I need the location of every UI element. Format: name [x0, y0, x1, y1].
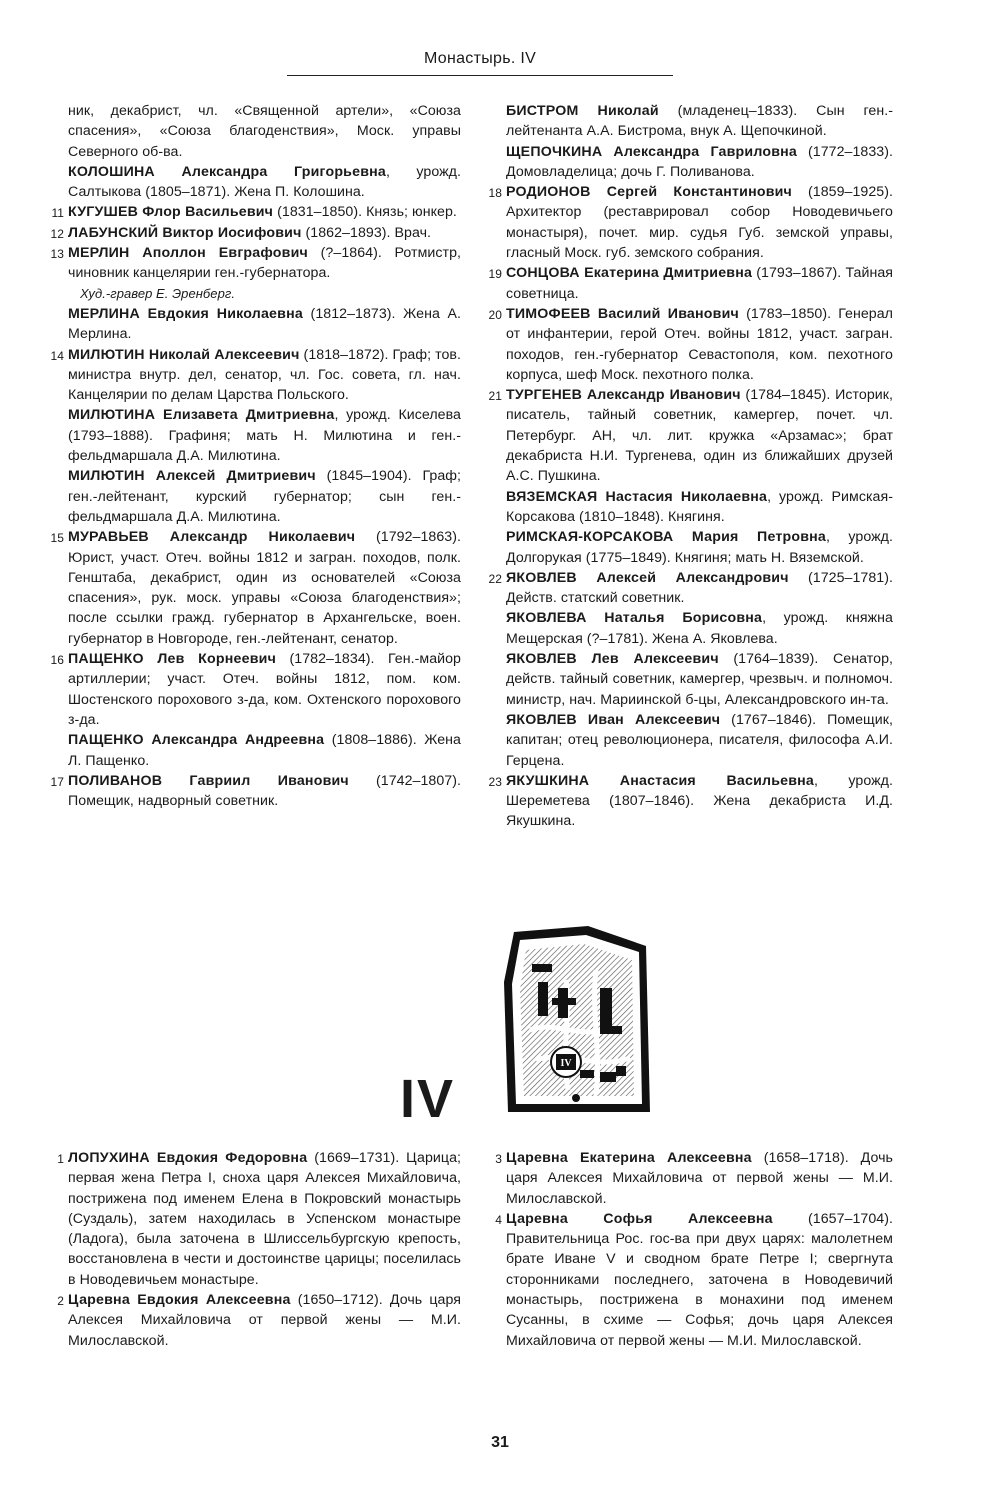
- entry-list: [488, 101, 894, 832]
- plot-map-svg: [496, 920, 656, 1120]
- plot-number: 19: [488, 267, 502, 282]
- continuation-text: ник, декабрист, чл. «Священной артели», «Союза спасения», «Союза благоденствия», Моск. управы Северного об-ва.: [68, 103, 461, 160]
- burial-entry: [495, 1148, 893, 1209]
- entry-description: (1808–1886). Жена Л. Пащенко.: [68, 732, 461, 769]
- plot-number: 18: [488, 186, 502, 201]
- person-name: Царевна Софья Алексеевна: [506, 1210, 773, 1227]
- entry-description: (1783–1850). Генерал от инфантерии, герой Отеч. войны 1812, участ. загран. походов, ген.-губернатор Севастополя, ком. пехотного корпуса, шеф Моск. пехотного полка.: [506, 305, 893, 383]
- burial-entry: [506, 527, 893, 568]
- entry-description: (1818–1872). Граф; тов. министра внутр. дел, сенатор, чл. Гос. совета, гл. нач. Канцелярии по делам Царства Польского.: [68, 346, 461, 404]
- burial-entry: [68, 466, 461, 527]
- entry-description: (1767–1846). Помещик, капитан; отец революционера, писателя, философа А.И. Герцена.: [506, 711, 893, 769]
- entry-description: (1782–1834). Ген.-майор артиллерии; участ. Отеч. войны 1812, пом. ком. Шостенского порохового з-да, ком. Охтенского порохового з-да.: [68, 651, 462, 728]
- entry-description: (1725–1781). Действ. статский советник.: [506, 569, 893, 607]
- entry-description: (1742–1807). Помещик, надворный советник.: [68, 772, 462, 810]
- entry-description: (1772–1833). Домовладелица; дочь Г. Поливанова.: [506, 143, 893, 180]
- entry-description: (1650–1712). Дочь царя Алексея Михайловича от первой жены — М.И. Милославской.: [68, 1292, 461, 1349]
- person-name: МИЛЮТИН Алексей Дмитриевич: [68, 468, 316, 485]
- burial-entry: [50, 223, 461, 243]
- burial-entry: [506, 142, 893, 183]
- burial-entry: [506, 710, 893, 771]
- entry-description: (1845–1904). Граф; ген.-лейтенант, курский губернатор; сын ген.-фельдмаршала Д.А. Милютина.: [68, 468, 461, 525]
- burial-entry: [488, 304, 893, 385]
- burial-entry: [506, 101, 893, 142]
- plot-number: 2: [57, 1294, 64, 1309]
- person-name: ВЯЗЕМСКАЯ Настасия Николаевна: [506, 488, 768, 505]
- plot-number: 3: [495, 1152, 502, 1166]
- entry-list: [57, 1148, 461, 1351]
- entry-description: , урожд. Долгорукая (1775–1849). Княгиня; мать Н. Вяземской.: [506, 529, 893, 566]
- burial-entry: [50, 345, 461, 406]
- map-building: [580, 1070, 594, 1078]
- header-rule: [287, 75, 673, 76]
- plot-number: 22: [488, 571, 502, 586]
- entry-list: [50, 162, 462, 812]
- entry-description: (1669–1731). Царица; первая жена Петра I, сноха царя Алексея Михайловича, пострижена под именем Елена в Покровский монастырь (Суздаль), затем находилась в Успенском монастыре (Ладога), была заточена в Шлиссельбургскую крепость, восстановлена в чести и достоинстве царицы; поселилась в Новодевичьем монастыре.: [68, 1150, 461, 1288]
- plot-number: 16: [50, 653, 64, 668]
- right-column-top: [488, 101, 894, 832]
- burial-entry: [488, 568, 893, 609]
- burial-entry: [506, 487, 893, 528]
- entry-description: (младенец–1833). Сын ген.-лейтенанта А.А. Бистрома, внук А. Щепочкиной.: [506, 103, 894, 140]
- plot-number: 20: [488, 307, 502, 322]
- person-name: РИМСКАЯ-КОРСАКОВА Мария Петровна: [506, 529, 827, 546]
- burial-entry: [68, 405, 461, 466]
- burial-entry: [488, 182, 894, 263]
- plot-number: 15: [50, 531, 64, 546]
- plot-number: 14: [50, 348, 64, 363]
- person-name: Царевна Евдокия Алексеевна: [68, 1292, 291, 1309]
- burial-entry: [488, 385, 893, 486]
- burial-entry: [57, 1148, 461, 1290]
- map-building: [600, 1072, 616, 1082]
- engraver-credit: [68, 284, 461, 304]
- burial-entry: [488, 771, 893, 832]
- entry-description: (1862–1893). Врач.: [301, 224, 432, 241]
- person-name: МИЛЮТИН Николай Алексеевич: [68, 346, 300, 363]
- entry-description: (?–1864). Ротмистр, чиновник канцелярии ген.-губернатора.: [68, 245, 462, 282]
- plot-number: 13: [50, 247, 64, 262]
- running-head: Монастырь. IV: [423, 50, 537, 67]
- person-name: БИСТРОМ Николай: [506, 103, 659, 119]
- person-name: МИЛЮТИНА Елизавета Дмитриевна: [68, 407, 335, 424]
- plot-number: 4: [495, 1212, 502, 1227]
- burial-entry: [50, 243, 462, 284]
- entry-description: (1859–1925). Архитектор (реставрировал собор Новодевичьего монастыря), почет. мир. судья Губ. земской управы, гласный Моск. губ. земского собрания.: [506, 184, 894, 262]
- person-name: ПАЩЕНКО Александра Андреевна: [68, 732, 325, 749]
- burial-entry: [68, 162, 461, 203]
- burial-entry: [68, 304, 461, 345]
- burial-entry: [68, 730, 461, 771]
- person-name: ЩЕПОЧКИНА Александра Гавриловна: [506, 143, 798, 160]
- map-building: [532, 964, 552, 972]
- plot-number: 17: [50, 774, 64, 789]
- burial-entry: [51, 202, 461, 222]
- person-name: МУРАВЬЕВ Александр Николаевич: [68, 529, 356, 546]
- entry-description: , урожд. княжна Мещерская (?–1781). Жена А. Яковлева.: [506, 610, 893, 647]
- map-building: [600, 1026, 622, 1034]
- plot-number: 21: [488, 389, 502, 404]
- map-building: [538, 982, 548, 1016]
- plot-number: 12: [50, 226, 64, 241]
- person-name: КУГУШЕВ Флор Васильевич: [68, 204, 274, 221]
- person-name: ЛАБУНСКИЙ Виктор Иосифович: [68, 224, 302, 241]
- person-name: Царевна Екатерина Алексеевна: [506, 1150, 752, 1166]
- left-column-bottom: [57, 1148, 461, 1351]
- person-name: ПОЛИВАНОВ Гавриил Иванович: [68, 772, 349, 789]
- right-column-bottom: [495, 1148, 893, 1351]
- plot-number: 11: [51, 206, 64, 221]
- burial-entry: [488, 263, 894, 304]
- left-column-top: [50, 101, 462, 811]
- map-building: [552, 998, 576, 1005]
- entry-description: , урожд. Салтыкова (1805–1871). Жена П. Колошина.: [68, 163, 461, 201]
- plot-number: 23: [488, 774, 502, 789]
- person-name: ЯКОВЛЕВА Наталья Борисовна: [506, 610, 763, 627]
- person-name: ЯКОВЛЕВ Иван Алексеевич: [506, 711, 721, 728]
- map-marker: [572, 1094, 580, 1102]
- burial-entry: [50, 649, 462, 730]
- map-label: IV: [560, 1058, 572, 1069]
- burial-entry: [57, 1290, 461, 1351]
- plot-number: 1: [57, 1152, 64, 1166]
- entry-list: [495, 1148, 893, 1351]
- person-name: МЕРЛИНА Евдокия Николаевна: [68, 305, 303, 322]
- entry-description: (1784–1845). Историк, писатель, тайный советник, камергер, почет. чл. Петербург. АН, чл. лит. кружка «Арзамас»; брат декабриста Н.И. Тургенева, один из ближайших друзей А.С. Пушкина.: [506, 387, 893, 485]
- section-numeral: IV: [400, 1069, 456, 1129]
- person-name: ЯКОВЛЕВ Алексей Александрович: [506, 569, 789, 586]
- plot-map: [496, 920, 656, 1120]
- burial-entry: [50, 527, 462, 649]
- person-name: ЛОПУХИНА Евдокия Федоровна: [68, 1150, 308, 1166]
- burial-entry: [506, 608, 893, 649]
- map-building: [616, 1066, 626, 1076]
- credit-text: Худ.-гравер Е. Эренберг.: [80, 285, 235, 301]
- person-name: КОЛОШИНА Александра Григорьевна: [68, 163, 386, 180]
- person-name: СОНЦОВА Екатерина Дмитриевна: [506, 265, 753, 282]
- entry-description: (1831–1850). Князь; юнкер.: [273, 204, 457, 221]
- page-number: 31: [491, 1434, 509, 1451]
- person-name: РОДИОНОВ Сергей Константинович: [506, 184, 792, 201]
- person-name: ТУРГЕНЕВ Александр Иванович: [506, 387, 741, 404]
- entry-description: (1812–1873). Жена А. Мерлина.: [68, 305, 462, 343]
- entry-description: (1793–1867). Тайная советница.: [506, 265, 894, 302]
- entry-description: , урожд. Киселева (1793–1888). Графиня; мать Н. Милютина и ген.-фельдмаршала Д.А. Милютина.: [68, 407, 461, 465]
- entry-description: (1657–1704). Правительница Рос. гос-ва при двух царях: малолетнем брате Иване V и сводном брате Петре I; свергнута сторонниками последнего, заточена в Новодевичий монастырь, пострижена в монахини под именем Сусанны, в схиме — Софья; дочь царя Алексея Михайловича от первой жены — М.И. Милославской.: [506, 1210, 893, 1349]
- entry-description: (1764–1839). Сенатор, действ. тайный советник, камергер, чрезвыч. и полномоч. министр, нач. Мариинской б-цы, Александровского ин-та.: [506, 651, 893, 708]
- person-name: ПАЩЕНКО Лев Корнеевич: [68, 651, 277, 668]
- burial-entry: [495, 1209, 893, 1351]
- entry-description: (1658–1718). Дочь царя Алексея Михайловича от первой жены — М.И. Милославской.: [506, 1150, 893, 1207]
- entry-description: (1792–1863). Юрист, участ. Отеч. войны 1812 и загран. походов, полк. Генштаба, декабрист, один из основателей «Союза спасения», рук. моск. управы «Союза благоденствия»; после ссылки гражд. губернатор в Архангельске, воен. губернатор в Новгороде, ген.-лейтенант, сенатор.: [68, 529, 462, 647]
- entry-description: , урожд. Римская-Корсакова (1810–1848). Княгиня.: [506, 488, 893, 525]
- burial-entry: [506, 649, 893, 710]
- person-name: МЕРЛИН Аполлон Евграфович: [68, 245, 308, 262]
- person-name: ЯКОВЛЕВ Лев Алексеевич: [506, 651, 719, 668]
- person-name: ТИМОФЕЕВ Василий Иванович: [506, 305, 739, 322]
- burial-entry: [50, 771, 462, 812]
- person-name: ЯКУШКИНА Анастасия Васильевна: [506, 772, 815, 789]
- entry-description: , урожд. Шереметева (1807–1846). Жена декабриста И.Д. Якушкина.: [506, 772, 893, 830]
